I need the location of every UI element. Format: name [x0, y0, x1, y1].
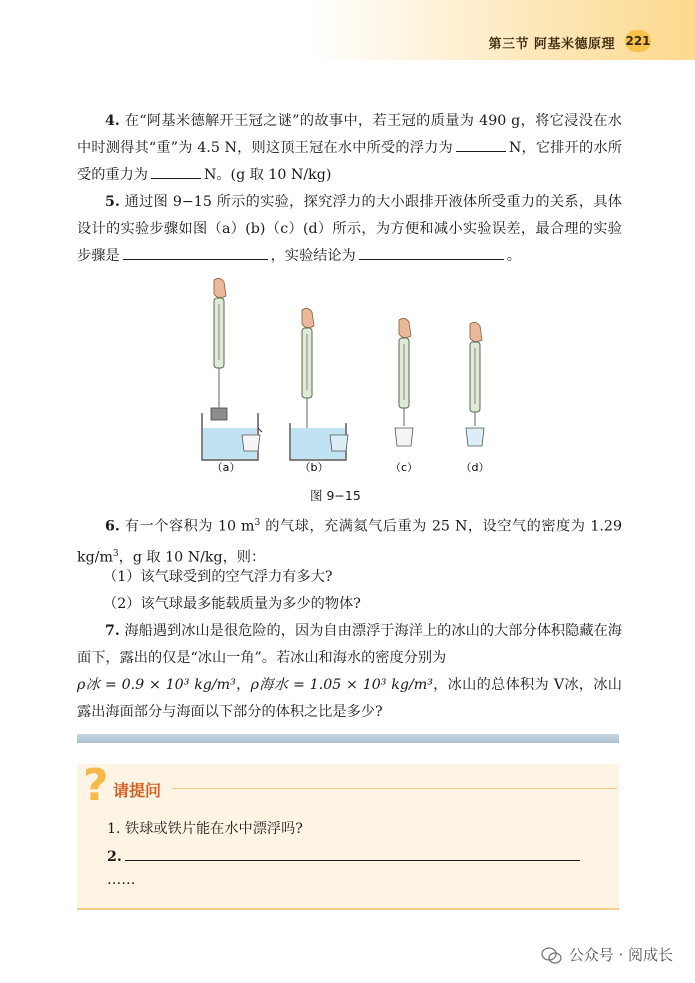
question-mark-icon: ?: [83, 760, 109, 811]
ask-item-1: 1. 铁球或铁片能在水中漂浮吗?: [107, 821, 303, 837]
setup-b: [290, 308, 348, 460]
setup-d: [466, 322, 484, 446]
section-divider: [77, 734, 619, 743]
question-7: 7. 海船遇到冰山是很危险的，因为自由漂浮于海洋上的冰山的大部分体积隐藏在海面下，露出的仅是“冰山一角”。若冰山和海水的密度分别为 ρ冰 = 0.9 × 10³ kg/m³，ρ海水 = 1.05 × 10³ kg/m³，冰山的总体积为 V冰，冰山露出海面部分与海面以下部分的体积之比是多少?: [77, 623, 622, 720]
question-6-number: 6.: [105, 518, 120, 535]
ask-ellipsis: ……: [107, 872, 136, 888]
section-title: 第三节 阿基米德原理: [488, 37, 615, 52]
page-number: 221: [625, 30, 651, 52]
watermark: [541, 944, 673, 965]
answer-blank: [125, 846, 580, 861]
question-5: [77, 189, 622, 270]
answer-blank: [456, 137, 506, 152]
watermark-text: 公众号 · 阅成长: [568, 946, 673, 964]
superscript: 3: [254, 518, 261, 528]
question-4-text-a: 在“阿基米德解开王冠之谜”的故事中，若王冠的质量为 490 g，将它浸没在水中时测得其“重”为 4.5 N，则这顶王冠在水中所受的浮力为: [77, 113, 622, 156]
question-4-text-c: N。(g 取 10 N/kg): [203, 167, 332, 183]
answer-blank: [151, 164, 201, 179]
question-6-sub-2: （2）该气球最多能载质量为多少的物体?: [103, 596, 361, 612]
ask-item-2: [107, 846, 583, 865]
question-4: [77, 108, 622, 189]
question-6-text-c: ，g 取 10 N/kg，则：: [118, 549, 266, 566]
figure-caption: 图 9−15: [310, 488, 361, 503]
question-6: [77, 510, 622, 571]
question-5-number: 5.: [105, 194, 120, 210]
superscript: 3: [112, 548, 119, 559]
ask-box-title: 请提问: [113, 781, 162, 800]
question-4-number: 4.: [105, 113, 120, 129]
question-5-text-b: ，实验结论为: [270, 248, 356, 264]
figure-label-b: （b）: [299, 461, 329, 474]
ask-box-rule: [172, 788, 617, 789]
rho-sea: ρ海水 = 1.05 × 10³ kg/m³: [250, 677, 433, 693]
answer-blank: [359, 245, 504, 260]
wechat-icon: [541, 947, 563, 965]
question-4-text-b: N，它排开的水所受的重力为: [77, 140, 622, 183]
question-6-text-a: 有一个容积为 10 m: [124, 518, 255, 535]
question-5-text-a: 通过图 9−15 所示的实验，探究浮力的大小跟排开液体所受重力的关系，具体设计的实验步骤如图（a）(b)（c）(d）所示，为方便和减小实验误差，最合理的实验步骤是: [77, 194, 622, 264]
setup-c: [395, 318, 413, 446]
question-7-text-b: ，冰山的总体积为 V冰，冰山露出海面部分与海面以下部分的体积之比是多少?: [77, 677, 622, 720]
figure-label-d: （d）: [460, 461, 490, 474]
figure-label-a: （a）: [211, 461, 241, 474]
question-7-text-a: 海船遇到冰山是很危险的，因为自由漂浮于海洋上的冰山的大部分体积隐藏在海面下，露出的仅是“冰山一角”。若冰山和海水的密度分别为: [77, 623, 622, 666]
figure-label-c: （c）: [389, 461, 419, 474]
experiment-figure: [180, 278, 510, 478]
ask-item-2-number: 2.: [107, 849, 122, 865]
question-6-sub-1: （1）该气球受到的空气浮力有多大?: [103, 569, 333, 585]
question-5-text-c: 。: [506, 248, 521, 264]
rho-ice: ρ冰 = 0.9 × 10³ kg/m³: [77, 677, 236, 693]
setup-a: [202, 278, 262, 460]
question-6-text-b: 的气球，充满氦气后重为 25 N，设空气的密度为 1.29 kg/m: [77, 518, 622, 566]
answer-blank: [123, 245, 268, 260]
question-7-number: 7.: [105, 623, 120, 639]
